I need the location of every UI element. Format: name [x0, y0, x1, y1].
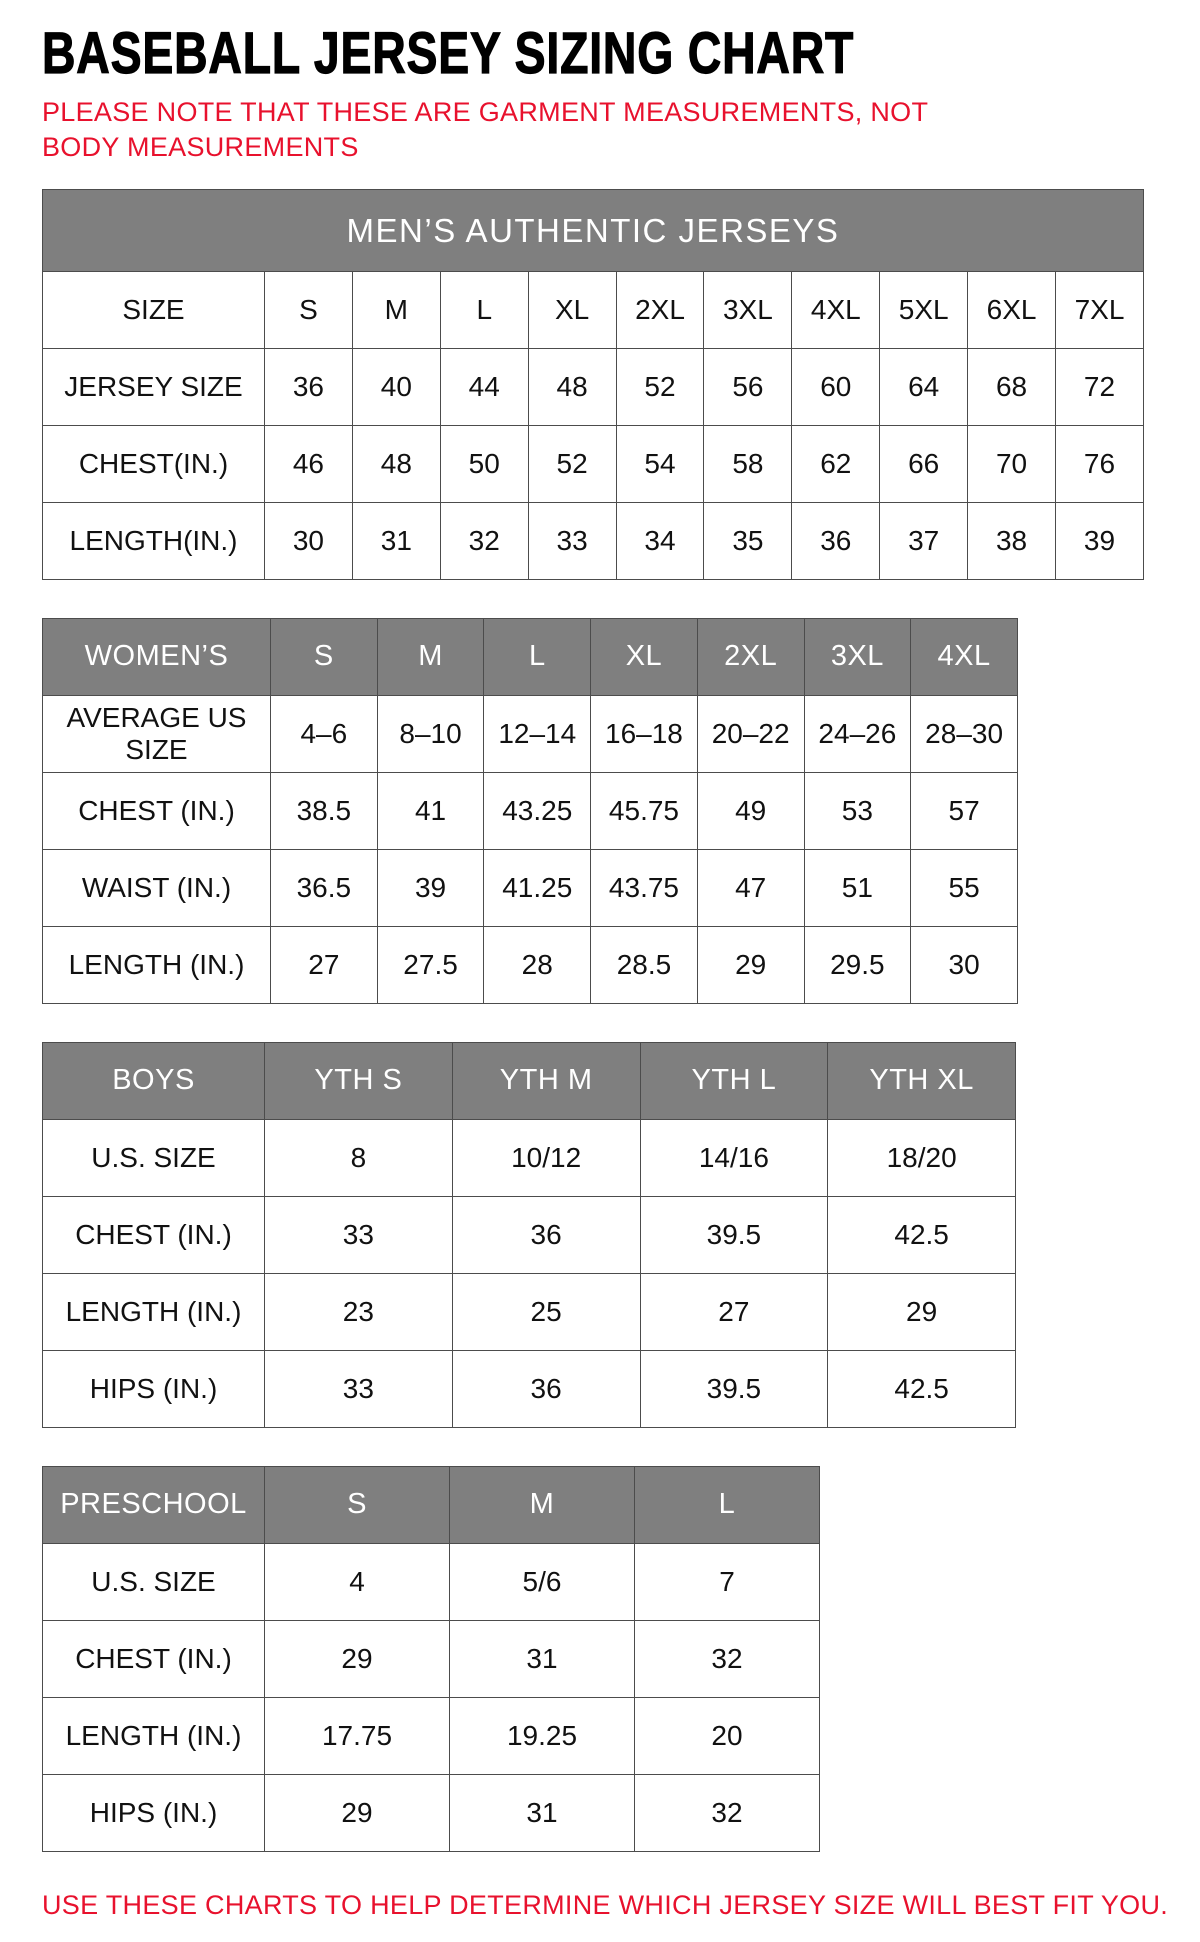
value-cell: S	[265, 272, 353, 349]
value-cell: 42.5	[828, 1351, 1016, 1428]
row-label: LENGTH (IN.)	[43, 1698, 265, 1775]
value-cell: 17.75	[265, 1698, 450, 1775]
value-cell: 70	[968, 426, 1056, 503]
value-cell: 6XL	[968, 272, 1056, 349]
value-cell: 5/6	[450, 1544, 635, 1621]
value-cell: 7XL	[1056, 272, 1144, 349]
row-label: WAIST (IN.)	[43, 850, 271, 927]
value-cell: 29.5	[804, 927, 911, 1004]
page-title	[42, 21, 1160, 86]
boys-header-cell: YTH M	[452, 1043, 640, 1120]
row-label: SIZE	[43, 272, 265, 349]
value-cell: 29	[265, 1775, 450, 1852]
value-cell: 39	[1056, 503, 1144, 580]
preschool-table-container	[42, 1466, 1160, 1852]
preschool-header-row	[43, 1467, 820, 1544]
value-cell: 36	[265, 349, 353, 426]
value-cell: 3XL	[704, 272, 792, 349]
womens-header-cell: 2XL	[697, 619, 804, 696]
row-label: CHEST(IN.)	[43, 426, 265, 503]
table-row	[43, 426, 1144, 503]
value-cell: 28	[484, 927, 591, 1004]
value-cell: 72	[1056, 349, 1144, 426]
value-cell: 49	[697, 773, 804, 850]
womens-header-cell: 3XL	[804, 619, 911, 696]
table-row	[43, 1351, 1016, 1428]
womens-header-label: WOMEN’S	[43, 619, 271, 696]
value-cell: 10/12	[452, 1120, 640, 1197]
mens-banner: MEN’S AUTHENTIC JERSEYS	[43, 190, 1144, 272]
value-cell: 31	[352, 503, 440, 580]
value-cell: 42.5	[828, 1197, 1016, 1274]
value-cell: 36	[792, 503, 880, 580]
womens-table-container	[42, 618, 1160, 1004]
value-cell: 30	[911, 927, 1018, 1004]
garment-measurements-note: PLEASE NOTE THAT THESE ARE GARMENT MEASUREMENTS, NOT BODY MEASUREMENTS	[42, 96, 928, 162]
table-row	[43, 1197, 1016, 1274]
value-cell: 29	[828, 1274, 1016, 1351]
value-cell: 31	[450, 1775, 635, 1852]
value-cell: 28–30	[911, 696, 1018, 773]
value-cell: 14/16	[640, 1120, 828, 1197]
value-cell: 36.5	[271, 850, 378, 927]
value-cell: 32	[440, 503, 528, 580]
row-label: AVERAGE US SIZE	[43, 696, 271, 773]
value-cell: 39.5	[640, 1351, 828, 1428]
mens-sizing-table	[42, 189, 1144, 580]
value-cell: 55	[911, 850, 1018, 927]
footer-note: USE THESE CHARTS TO HELP DETERMINE WHICH JERSEY SIZE WILL BEST FIT YOU.	[42, 1890, 1169, 1921]
value-cell: 29	[265, 1621, 450, 1698]
value-cell: 32	[635, 1775, 820, 1852]
boys-table-container	[42, 1042, 1160, 1428]
value-cell: 23	[265, 1274, 453, 1351]
value-cell: 57	[911, 773, 1018, 850]
value-cell: 31	[450, 1621, 635, 1698]
boys-header-cell: YTH S	[265, 1043, 453, 1120]
value-cell: 44	[440, 349, 528, 426]
value-cell: 27.5	[377, 927, 484, 1004]
womens-header-cell: 4XL	[911, 619, 1018, 696]
value-cell: 8–10	[377, 696, 484, 773]
table-row	[43, 696, 1018, 773]
table-row	[43, 850, 1018, 927]
table-row	[43, 1120, 1016, 1197]
value-cell: 18/20	[828, 1120, 1016, 1197]
mens-table-container	[42, 189, 1160, 580]
row-label: LENGTH (IN.)	[43, 927, 271, 1004]
table-row	[43, 503, 1144, 580]
value-cell: 56	[704, 349, 792, 426]
value-cell: 41	[377, 773, 484, 850]
table-row	[43, 1544, 820, 1621]
womens-header-cell: XL	[591, 619, 698, 696]
value-cell: 38	[968, 503, 1056, 580]
value-cell: 33	[265, 1197, 453, 1274]
value-cell: 29	[697, 927, 804, 1004]
row-label: CHEST (IN.)	[43, 1621, 265, 1698]
page-title-text: BASEBALL JERSEY SIZING CHART	[42, 21, 855, 86]
womens-sizing-table	[42, 618, 1018, 1004]
value-cell: 4	[265, 1544, 450, 1621]
value-cell: 41.25	[484, 850, 591, 927]
value-cell: 64	[880, 349, 968, 426]
value-cell: 33	[265, 1351, 453, 1428]
table-row	[43, 773, 1018, 850]
table-row	[43, 349, 1144, 426]
value-cell: 45.75	[591, 773, 698, 850]
value-cell: 27	[640, 1274, 828, 1351]
table-row	[43, 927, 1018, 1004]
row-label: HIPS (IN.)	[43, 1775, 265, 1852]
value-cell: 7	[635, 1544, 820, 1621]
value-cell: 68	[968, 349, 1056, 426]
value-cell: 36	[452, 1351, 640, 1428]
value-cell: 46	[265, 426, 353, 503]
value-cell: 39	[377, 850, 484, 927]
value-cell: 30	[265, 503, 353, 580]
row-label: CHEST (IN.)	[43, 773, 271, 850]
value-cell: L	[440, 272, 528, 349]
womens-header-cell: M	[377, 619, 484, 696]
value-cell: 51	[804, 850, 911, 927]
womens-header-row	[43, 619, 1018, 696]
value-cell: 8	[265, 1120, 453, 1197]
value-cell: M	[352, 272, 440, 349]
value-cell: 43.25	[484, 773, 591, 850]
value-cell: 48	[352, 426, 440, 503]
boys-header-cell: YTH XL	[828, 1043, 1016, 1120]
mens-banner-row	[43, 190, 1144, 272]
boys-sizing-table	[42, 1042, 1016, 1428]
value-cell: 27	[271, 927, 378, 1004]
value-cell: 28.5	[591, 927, 698, 1004]
value-cell: 38.5	[271, 773, 378, 850]
boys-header-cell: YTH L	[640, 1043, 828, 1120]
value-cell: 62	[792, 426, 880, 503]
value-cell: 52	[528, 426, 616, 503]
value-cell: 48	[528, 349, 616, 426]
value-cell: 52	[616, 349, 704, 426]
value-cell: 60	[792, 349, 880, 426]
value-cell: 33	[528, 503, 616, 580]
value-cell: 16–18	[591, 696, 698, 773]
value-cell: 53	[804, 773, 911, 850]
value-cell: 54	[616, 426, 704, 503]
value-cell: 47	[697, 850, 804, 927]
table-row	[43, 1621, 820, 1698]
value-cell: XL	[528, 272, 616, 349]
row-label: HIPS (IN.)	[43, 1351, 265, 1428]
value-cell: 36	[452, 1197, 640, 1274]
womens-header-cell: S	[271, 619, 378, 696]
value-cell: 66	[880, 426, 968, 503]
womens-header-cell: L	[484, 619, 591, 696]
value-cell: 19.25	[450, 1698, 635, 1775]
value-cell: 2XL	[616, 272, 704, 349]
value-cell: 58	[704, 426, 792, 503]
preschool-header-cell: S	[265, 1467, 450, 1544]
value-cell: 37	[880, 503, 968, 580]
value-cell: 25	[452, 1274, 640, 1351]
row-label: LENGTH(IN.)	[43, 503, 265, 580]
boys-header-row	[43, 1043, 1016, 1120]
value-cell: 4–6	[271, 696, 378, 773]
value-cell: 20	[635, 1698, 820, 1775]
value-cell: 34	[616, 503, 704, 580]
preschool-header-cell: L	[635, 1467, 820, 1544]
value-cell: 4XL	[792, 272, 880, 349]
value-cell: 76	[1056, 426, 1144, 503]
value-cell: 39.5	[640, 1197, 828, 1274]
row-label: U.S. SIZE	[43, 1544, 265, 1621]
value-cell: 20–22	[697, 696, 804, 773]
table-row	[43, 272, 1144, 349]
value-cell: 50	[440, 426, 528, 503]
value-cell: 43.75	[591, 850, 698, 927]
table-row	[43, 1775, 820, 1852]
table-row	[43, 1274, 1016, 1351]
preschool-header-label: PRESCHOOL	[43, 1467, 265, 1544]
boys-header-label: BOYS	[43, 1043, 265, 1120]
preschool-sizing-table	[42, 1466, 820, 1852]
value-cell: 35	[704, 503, 792, 580]
row-label: JERSEY SIZE	[43, 349, 265, 426]
row-label: U.S. SIZE	[43, 1120, 265, 1197]
value-cell: 5XL	[880, 272, 968, 349]
preschool-header-cell: M	[450, 1467, 635, 1544]
value-cell: 40	[352, 349, 440, 426]
row-label: CHEST (IN.)	[43, 1197, 265, 1274]
table-row	[43, 1698, 820, 1775]
value-cell: 12–14	[484, 696, 591, 773]
value-cell: 32	[635, 1621, 820, 1698]
value-cell: 24–26	[804, 696, 911, 773]
row-label: LENGTH (IN.)	[43, 1274, 265, 1351]
